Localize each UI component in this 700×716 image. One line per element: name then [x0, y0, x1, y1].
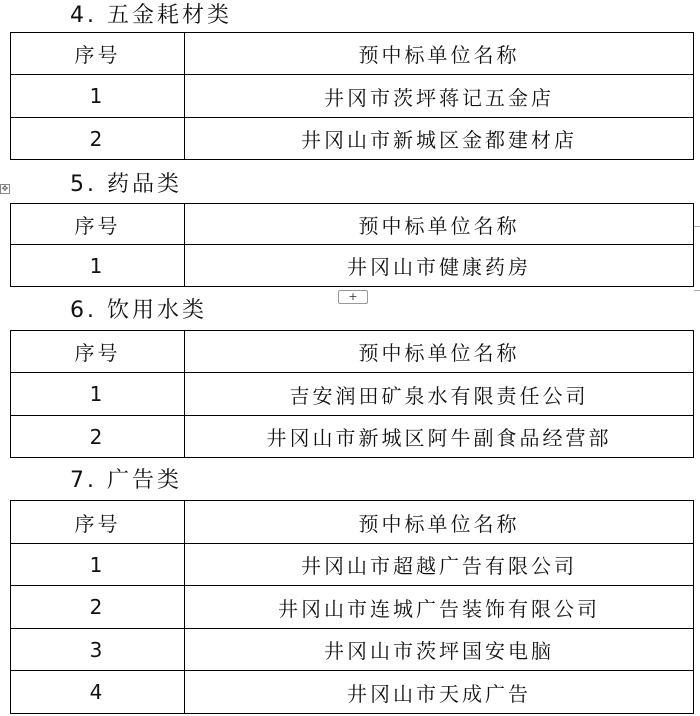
row-name: 井冈市茨坪蒋记五金店	[185, 75, 694, 118]
add-row-button[interactable]: +	[338, 290, 368, 304]
edge-marker	[694, 290, 700, 291]
row-index: 1	[11, 245, 185, 287]
section-heading-water: 6. 饮用水类	[70, 298, 207, 323]
table-row	[11, 245, 694, 287]
table-row	[11, 373, 694, 416]
table-row	[11, 544, 694, 586]
header-name: 预中标单位名称	[185, 33, 694, 75]
table-header-row	[11, 501, 694, 544]
row-name: 吉安润田矿泉水有限责任公司	[185, 373, 694, 416]
table-row	[11, 118, 694, 160]
table-row	[11, 629, 694, 671]
header-index: 序号	[11, 501, 185, 544]
table-medicine	[10, 203, 694, 287]
row-name: 井冈山市超越广告有限公司	[185, 544, 694, 586]
row-index: 1	[11, 373, 185, 416]
header-name: 预中标单位名称	[185, 204, 694, 245]
row-name: 井冈山市新城区金都建材店	[185, 118, 694, 160]
header-index: 序号	[11, 204, 185, 245]
edge-marker	[694, 226, 700, 227]
table-header-row	[11, 33, 694, 75]
table-row	[11, 75, 694, 118]
header-index: 序号	[11, 331, 185, 373]
table-row	[11, 416, 694, 458]
section-heading-hardware: 4. 五金耗材类	[70, 3, 232, 28]
table-advertising	[10, 500, 694, 714]
table-header-row	[11, 204, 694, 245]
row-index: 2	[11, 118, 185, 160]
table-hardware	[10, 32, 694, 160]
header-index: 序号	[11, 33, 185, 75]
section-heading-advertising: 7. 广告类	[70, 468, 182, 493]
row-index: 1	[11, 544, 185, 586]
row-index: 3	[11, 629, 185, 671]
section-heading-medicine: 5. 药品类	[70, 172, 182, 197]
table-move-handle-icon[interactable]: ✥	[1, 184, 9, 193]
row-name: 井冈山市天成广告	[185, 671, 694, 714]
row-index: 2	[11, 416, 185, 458]
row-name: 井冈山市新城区阿牛副食品经营部	[185, 416, 694, 458]
row-name: 井冈山市茨坪国安电脑	[185, 629, 694, 671]
row-index: 2	[11, 586, 185, 629]
table-row	[11, 586, 694, 629]
table-row	[11, 671, 694, 714]
row-name: 井冈山市连城广告装饰有限公司	[185, 586, 694, 629]
row-index: 1	[11, 75, 185, 118]
table-header-row	[11, 331, 694, 373]
header-name: 预中标单位名称	[185, 501, 694, 544]
row-name: 井冈山市健康药房	[185, 245, 694, 287]
row-index: 4	[11, 671, 185, 714]
table-water	[10, 330, 694, 458]
header-name: 预中标单位名称	[185, 331, 694, 373]
